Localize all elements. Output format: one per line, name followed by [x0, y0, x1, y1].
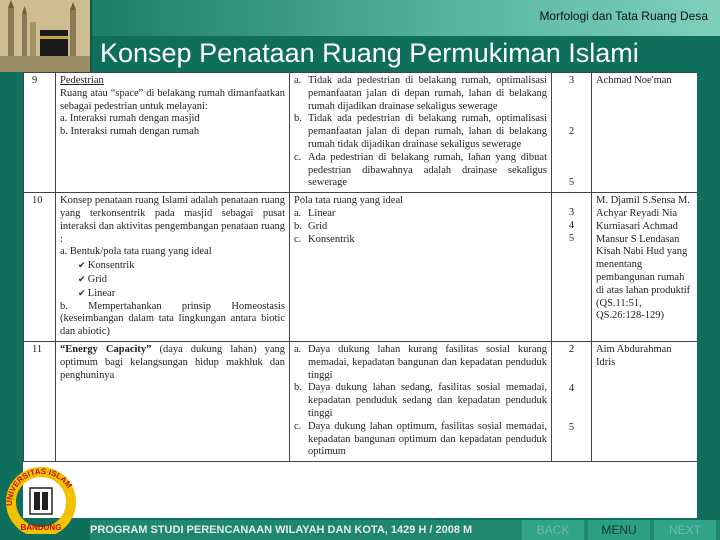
score-value: 3	[568, 207, 575, 219]
row-description	[56, 341, 290, 461]
criteria-item: a. Tidak ada pedestrian di belakang rumah, optimalisasi pemanfaatan jalan di depan rumah, lahan di belakang rumah dijadikan drainase sekaligus sewerage	[294, 75, 547, 112]
row-desc-subitem: ✔ Linear	[60, 287, 285, 301]
criteria-item: b. Tidak ada pedestrian di belakang rumah, optimalisasi pemanfaatan jalan di depan rumah, lahan di belakang rumah tidak dijadikan drainase sekaligus sewerage	[294, 113, 547, 150]
row-number: 11	[24, 341, 56, 461]
table-row	[24, 341, 698, 461]
row-number: 9	[24, 73, 56, 193]
criteria-table	[23, 72, 697, 462]
score-value: 5	[568, 176, 575, 188]
row-scores	[552, 341, 592, 461]
back-button[interactable]: BACK	[522, 520, 584, 540]
row-desc-text: Ruang atau “space” di belakang rumah dimanfaatkan sebagai pedestrian untuk melayani:	[60, 87, 285, 112]
criteria-item: c. Daya dukung lahan optimum, fasilitas sosial memadai, kepadatan bangunan optimum dan kepadatan penduduk optimum	[294, 420, 547, 458]
row-desc-text: (daya dukung lahan) yang optimum bagi kelangsungan hidup makhluk dan penghuninya	[60, 343, 285, 381]
next-button[interactable]: NEXT	[654, 520, 716, 540]
row-desc-subitem: ✔ Grid	[60, 273, 285, 287]
row-scores	[552, 73, 592, 193]
page-title: Konsep Penataan Ruang Permukiman Islami	[100, 38, 639, 68]
criteria-item: b. Grid	[294, 220, 328, 232]
row-desc-after: b. Mempertahankan prinsip Homeostasis (keseimbangan dalam tata lingkungan antara biotic dan abiotic)	[60, 300, 285, 338]
row-criteria	[290, 73, 552, 193]
row-source: Achmad Noe'man	[592, 73, 698, 193]
row-desc-item: a. Bentuk/pola tata ruang yang ideal	[60, 246, 212, 258]
criteria-item: a. Daya dukung lahan kurang fasilitas sosial kurang memadai, kepadatan bangunan dan kepadatan penduduk tinggi	[294, 343, 547, 381]
score-value: 2	[568, 125, 575, 137]
university-logo	[2, 462, 80, 534]
score-value: 3	[568, 75, 575, 86]
criteria-item: c. Konsentrik	[294, 233, 355, 245]
table-row	[24, 73, 698, 193]
footer-text: PROGRAM STUDI PERENCANAAN WILAYAH DAN KOTA, 1429 H / 2008 M	[90, 524, 473, 536]
criteria-heading: Pola tata ruang yang ideal	[294, 195, 404, 207]
logo-arc-text: UNIVERSITAS ISLAM	[4, 466, 74, 507]
row-desc-item: a. Interaksi rumah dengan masjid	[60, 113, 200, 125]
mosque-illustration-icon	[0, 0, 92, 72]
row-source: M. Djamil S.Sensa M. Achyar Reyadi Nia Kurniasari Achmad Mansur S Lendasan Kisah Nabi Hud yang menentang pembangunan rumah di atas lahan produktif (QS.11:51, QS.26:128-129)	[592, 193, 698, 342]
score-value: 5	[568, 232, 575, 244]
row-number: 10	[24, 193, 56, 342]
criteria-table-document	[23, 72, 697, 518]
row-desc-subitem: ✔ Konsentrik	[60, 259, 285, 273]
score-value: 5	[568, 421, 575, 433]
row-criteria	[290, 193, 552, 342]
score-value: 2	[568, 343, 575, 355]
row-scores	[552, 193, 592, 342]
logo-bottom-text: BANDUNG	[20, 523, 62, 532]
row-source: Aim Abdurahman Idris	[592, 341, 698, 461]
row-desc-text: Konsep penataan ruang Islami adalah penataan ruang yang terkonsentrik pada masjid sebagai pusat interaksi dan aktivitas pengembangan penataan ruang :	[60, 195, 285, 245]
menu-button[interactable]: MENU	[588, 520, 650, 540]
page-subtitle: Morfologi dan Tata Ruang Desa	[539, 9, 708, 23]
score-value: 4	[568, 219, 575, 231]
row-description	[56, 193, 290, 342]
row-heading: “Energy Capacity”	[60, 343, 152, 355]
score-value: 4	[568, 382, 575, 394]
mosque-image	[0, 0, 92, 72]
criteria-item: c. Ada pedestrian di belakang rumah, lahan yang dibuat pedestrian dibawahnya adalah drainase sekaligus sewerage	[294, 151, 547, 189]
criteria-item: a. Linear	[294, 207, 336, 219]
row-description	[56, 73, 290, 193]
row-criteria	[290, 341, 552, 461]
criteria-item: b. Daya dukung lahan sedang, fasilitas sosial memadai, kepadatan penduduk sedang dan kepadatan penduduk tinggi	[294, 382, 547, 419]
row-heading: Pedestrian	[60, 75, 104, 86]
row-desc-item: b. Interaksi rumah dengan rumah	[60, 126, 200, 138]
table-row	[24, 193, 698, 342]
